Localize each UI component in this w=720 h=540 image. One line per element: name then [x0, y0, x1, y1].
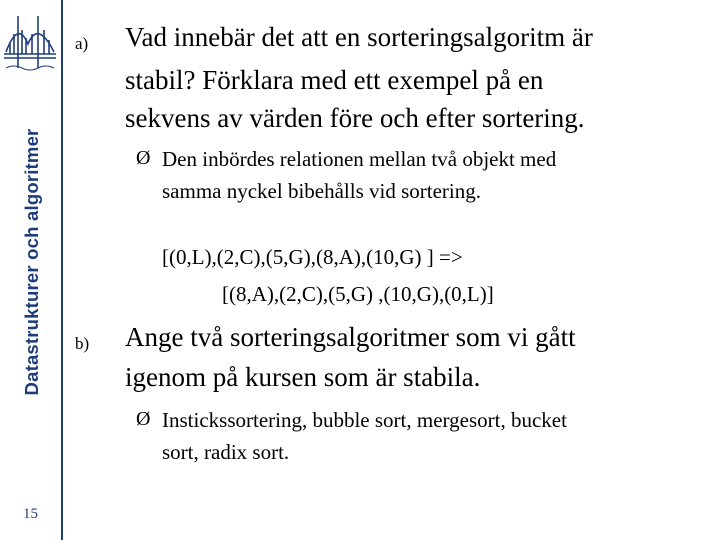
question-a-line-1: Vad innebär det att en sorteringsalgoritm är	[125, 22, 593, 52]
question-a-marker: a)	[75, 34, 89, 53]
sidebar-divider	[61, 0, 63, 540]
answer-a-line-2: samma nyckel bibehålls vid sortering.	[162, 179, 482, 203]
slide-number: 15	[23, 506, 38, 522]
question-b-marker: b)	[75, 334, 90, 353]
bullet-arrow-icon: Ø	[136, 408, 151, 430]
example-after: [(8,A),(2,C),(5,G) ,(10,G),(0,L)]	[222, 282, 494, 306]
question-b-line-2: igenom på kursen som är stabila.	[125, 362, 481, 392]
bridge-logo-icon	[4, 12, 56, 74]
course-title: Datastrukturer och algoritmer	[21, 128, 42, 396]
answer-b-line-2: sort, radix sort.	[162, 440, 290, 464]
question-a-line-2: stabil? Förklara med ett exempel på en	[125, 65, 544, 95]
answer-b-line-1: Instickssortering, bubble sort, mergesort, bucket	[162, 408, 567, 432]
question-a-line-3: sekvens av värden före och efter sortering.	[125, 103, 585, 133]
question-b-line-1: Ange två sorteringsalgoritmer som vi gått	[125, 322, 576, 352]
example-before: [(0,L),(2,C),(5,G),(8,A),(10,G) ] =>	[162, 245, 463, 269]
sidebar	[0, 0, 61, 540]
bullet-arrow-icon: Ø	[136, 147, 151, 169]
answer-a-line-1: Den inbördes relationen mellan två objekt med	[162, 147, 557, 171]
